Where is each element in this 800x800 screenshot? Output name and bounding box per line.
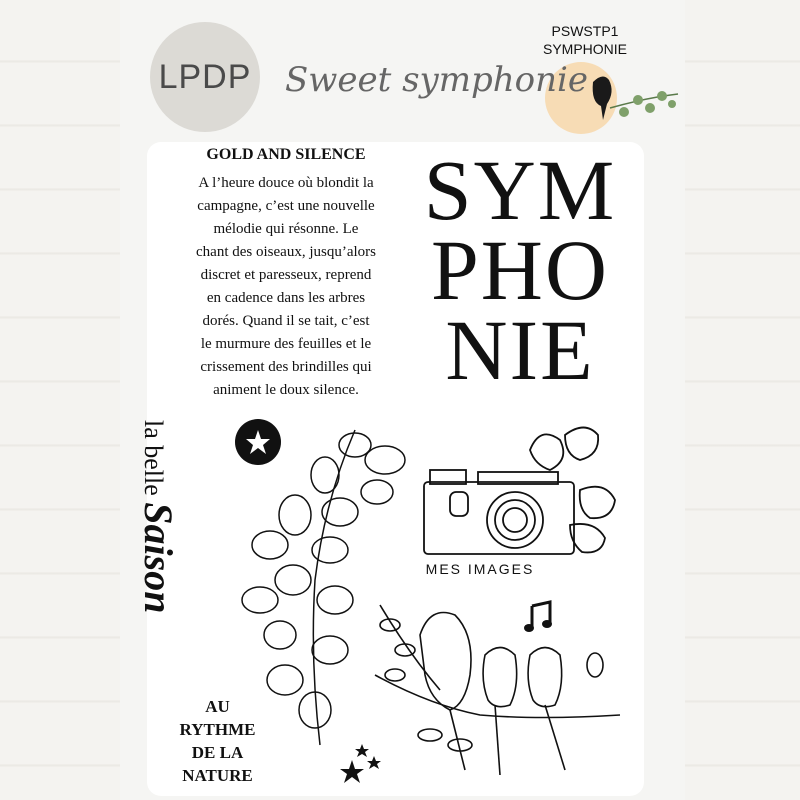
bottom-title-line: AU [205, 697, 230, 716]
big-word-line-2: PHO [430, 222, 610, 318]
poem-line: mélodie qui résonne. Le [213, 221, 359, 237]
collection-title: Sweet symphonie [285, 60, 589, 100]
camera-icon [420, 420, 625, 580]
vertical-prefix: la belle [139, 420, 168, 496]
poem-line: discret et paresseux, reprend [200, 267, 372, 283]
big-word-line-3: NIE [445, 302, 595, 398]
product-code [520, 22, 650, 58]
vertical-text [136, 420, 182, 640]
bottom-title [160, 695, 275, 787]
poem-line: A l’heure douce où blondit la [198, 175, 374, 191]
birds-on-branch-icon [370, 595, 625, 795]
vertical-script: Saison [136, 502, 181, 614]
big-word-line-1: SYM [423, 142, 617, 238]
product-sku: PSWSTP1 [551, 23, 619, 39]
bottom-title-line: NATURE [182, 766, 253, 785]
poem-line: animent le doux silence. [213, 382, 359, 398]
bottom-title-line: DE LA [191, 743, 244, 762]
poem-text [160, 172, 412, 402]
poem-line: en cadence dans les arbres [206, 290, 366, 306]
camera-caption: MES IMAGES [425, 561, 535, 577]
poem-line: crissement des brindilles qui [200, 359, 372, 375]
poem-line: chant des oiseaux, jusqu’alors [196, 244, 376, 260]
poem-line: le murmure des feuilles et le [200, 336, 372, 352]
poem-title: GOLD AND SILENCE [206, 146, 366, 163]
brand-logo: LPDP [158, 58, 252, 96]
poem-line: campagne, c’est une nouvelle [197, 198, 375, 214]
product-name: SYMPHONIE [542, 41, 627, 57]
bottom-title-line: RYTHME [179, 720, 256, 739]
stars-icon [336, 742, 386, 787]
poem-line: dorés. Quand il se tait, c’est [202, 313, 370, 329]
leaf-sprig-icon [610, 88, 680, 128]
